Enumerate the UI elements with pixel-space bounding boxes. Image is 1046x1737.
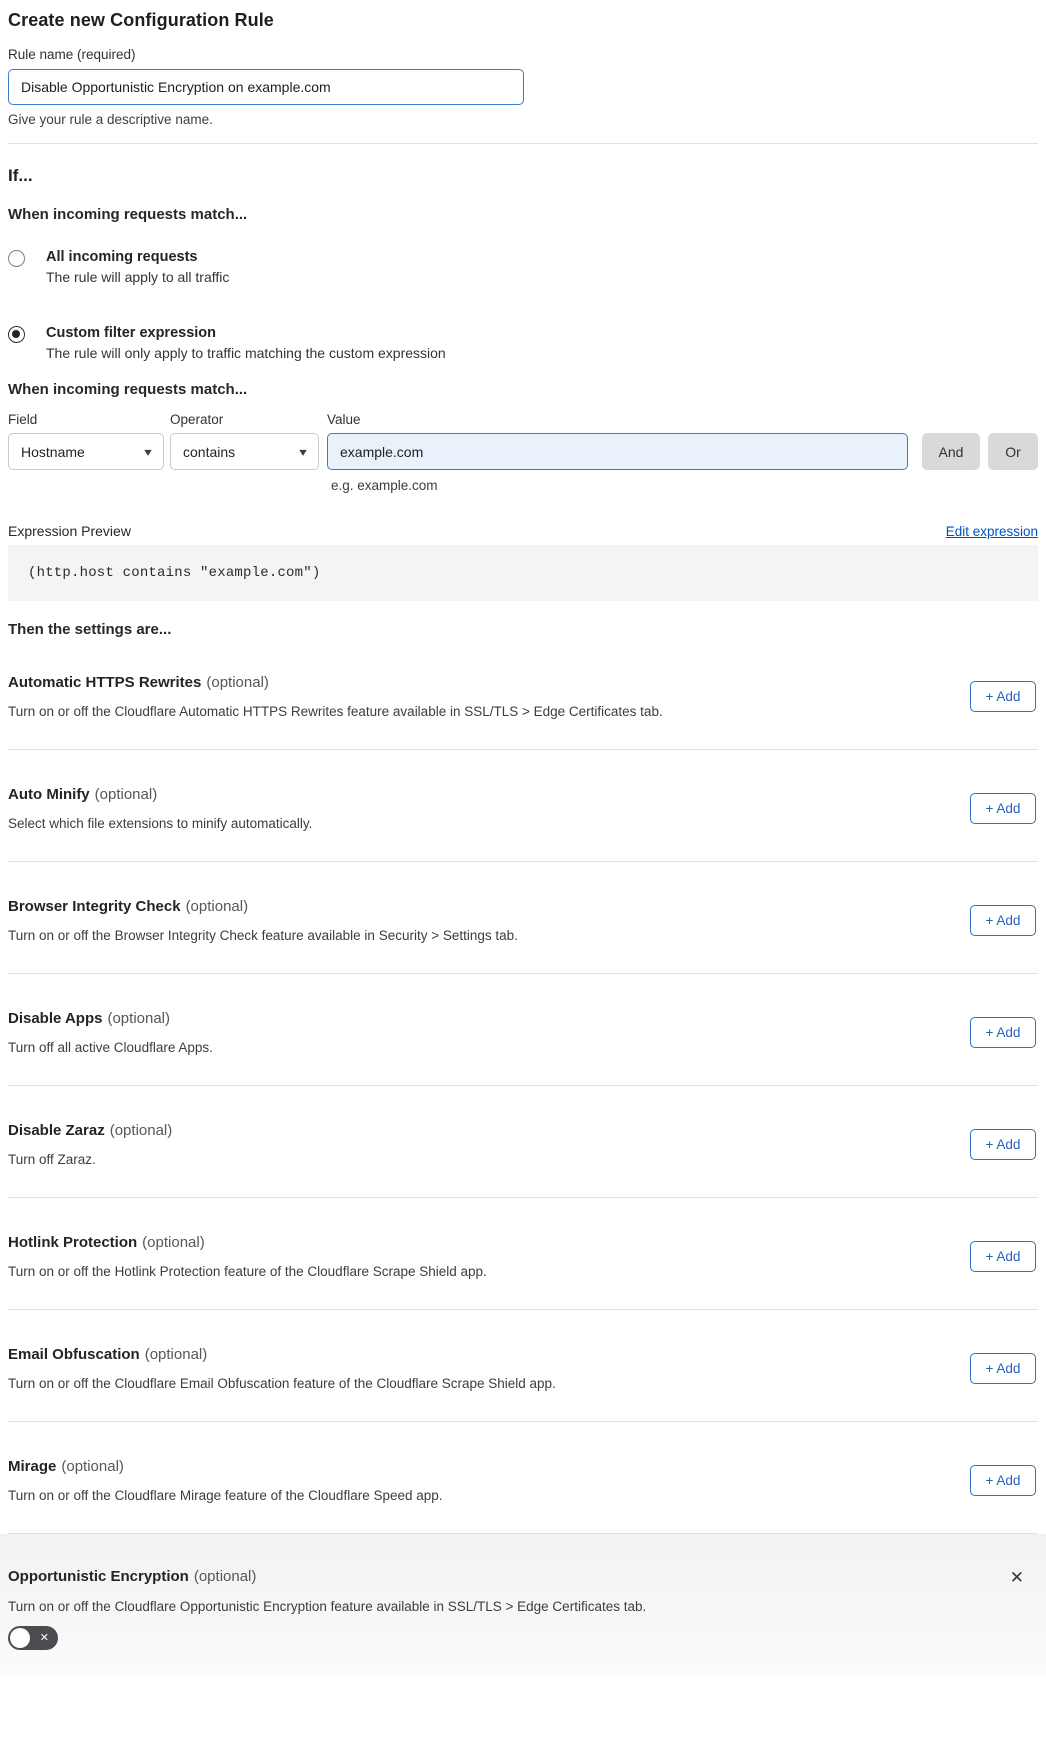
if-heading: If... <box>8 166 33 185</box>
setting-title: Disable Zaraz <box>8 1122 105 1139</box>
add-button[interactable]: + Add <box>970 1465 1036 1496</box>
radio-label: Custom filter expression <box>46 325 217 341</box>
setting-row-browser-integrity-check <box>8 862 1038 974</box>
setting-description: Turn on or off the Cloudflare Mirage feature of the Cloudflare Speed app. <box>8 1488 443 1503</box>
optional-label: (optional) <box>144 1346 208 1363</box>
value-input[interactable] <box>327 433 908 470</box>
add-button[interactable]: + Add <box>970 793 1036 824</box>
close-icon[interactable]: ✕ <box>1009 1568 1024 1587</box>
add-button[interactable]: + Add <box>970 681 1036 712</box>
section-divider <box>8 143 1038 144</box>
radio-description: The rule will only apply to traffic matching the custom expression <box>46 345 446 361</box>
chevron-down-icon: ▾ <box>144 444 152 459</box>
edit-expression-link[interactable]: Edit expression <box>945 524 1038 539</box>
setting-description: Select which file extensions to minify automatically. <box>8 816 313 831</box>
add-button[interactable]: + Add <box>970 1017 1036 1048</box>
radio-all-incoming-requests[interactable] <box>8 249 1038 285</box>
add-button[interactable]: + Add <box>970 905 1036 936</box>
add-button[interactable]: + Add <box>970 1353 1036 1384</box>
chevron-down-icon: ▾ <box>299 444 307 459</box>
operator-label: Operator <box>170 412 224 427</box>
optional-label: (optional) <box>142 1234 205 1251</box>
setting-row-disable-zaraz <box>8 1086 1038 1198</box>
expression-preview-label: Expression Preview <box>8 523 131 539</box>
setting-title: Automatic HTTPS Rewrites <box>8 674 202 691</box>
setting-title: Browser Integrity Check <box>8 898 181 915</box>
page-title: Create new Configuration Rule <box>8 10 274 30</box>
optional-label: (optional) <box>206 674 269 691</box>
radio-unselected-icon[interactable] <box>8 250 25 267</box>
setting-title: Email Obfuscation <box>8 1346 140 1363</box>
or-button[interactable]: Or <box>988 433 1038 470</box>
setting-row-disable-apps <box>8 974 1038 1086</box>
add-button[interactable]: + Add <box>970 1129 1036 1160</box>
rule-name-label: Rule name (required) <box>8 47 136 62</box>
setting-row-auto-minify <box>8 750 1038 862</box>
value-helper: e.g. example.com <box>331 478 438 493</box>
setting-title: Disable Apps <box>8 1010 103 1027</box>
and-button[interactable]: And <box>922 433 980 470</box>
setting-title: Hotlink Protection <box>8 1234 138 1251</box>
setting-row-automatic-https-rewrites <box>8 638 1038 750</box>
expression-preview-code: (http.host contains "example.com") <box>8 545 1038 601</box>
operator-select-value: contains <box>183 443 236 460</box>
setting-row-mirage <box>8 1422 1038 1534</box>
setting-row-hotlink-protection <box>8 1198 1038 1310</box>
setting-row-email-obfuscation <box>8 1310 1038 1422</box>
radio-label: All incoming requests <box>46 249 198 265</box>
toggle-knob <box>10 1628 30 1648</box>
radio-description: The rule will apply to all traffic <box>46 269 230 285</box>
radio-custom-filter-expression[interactable] <box>8 325 1038 361</box>
setting-description: Turn on or off the Cloudflare Opportunistic Encryption feature available in SSL/TLS > Edge Certificates tab. <box>8 1599 647 1614</box>
setting-description: Turn on or off the Browser Integrity Check feature available in Security > Settings tab. <box>8 928 518 943</box>
setting-title: Mirage <box>8 1458 57 1475</box>
builder-column-labels <box>8 412 1038 427</box>
setting-description: Turn off Zaraz. <box>8 1152 96 1167</box>
match-heading: When incoming requests match... <box>8 206 248 223</box>
value-label: Value <box>327 412 361 427</box>
rule-name-helper: Give your rule a descriptive name. <box>8 112 213 127</box>
setting-row-opportunistic-encryption-expanded <box>0 1534 1046 1676</box>
optional-label: (optional) <box>193 1568 257 1585</box>
rule-name-input[interactable] <box>8 69 524 105</box>
add-button[interactable]: + Add <box>970 1241 1036 1272</box>
setting-title: Auto Minify <box>8 786 90 803</box>
expression-preview-row <box>8 523 1038 539</box>
optional-label: (optional) <box>94 786 158 803</box>
field-label: Field <box>8 412 38 427</box>
optional-label: (optional) <box>185 898 249 915</box>
opportunistic-encryption-toggle[interactable] <box>8 1626 58 1650</box>
expression-builder-row <box>8 433 1038 470</box>
operator-select[interactable] <box>170 433 319 470</box>
field-select[interactable] <box>8 433 164 470</box>
radio-selected-icon[interactable] <box>8 326 25 343</box>
setting-description: Turn on or off the Cloudflare Email Obfuscation feature of the Cloudflare Scrape Shield app. <box>8 1376 556 1391</box>
setting-description: Turn off all active Cloudflare Apps. <box>8 1040 213 1055</box>
setting-title: Opportunistic Encryption <box>8 1568 189 1585</box>
builder-heading: When incoming requests match... <box>8 381 248 398</box>
optional-label: (optional) <box>61 1458 124 1475</box>
field-select-value: Hostname <box>21 443 85 460</box>
setting-description: Turn on or off the Hotlink Protection feature of the Cloudflare Scrape Shield app. <box>8 1264 487 1279</box>
toggle-off-x-icon: ✕ <box>39 1632 49 1645</box>
optional-label: (optional) <box>109 1122 173 1139</box>
optional-label: (optional) <box>107 1010 171 1027</box>
then-settings-heading: Then the settings are... <box>8 621 172 638</box>
setting-description: Turn on or off the Cloudflare Automatic HTTPS Rewrites feature available in SSL/TLS > Edge Certificates tab. <box>8 704 663 719</box>
